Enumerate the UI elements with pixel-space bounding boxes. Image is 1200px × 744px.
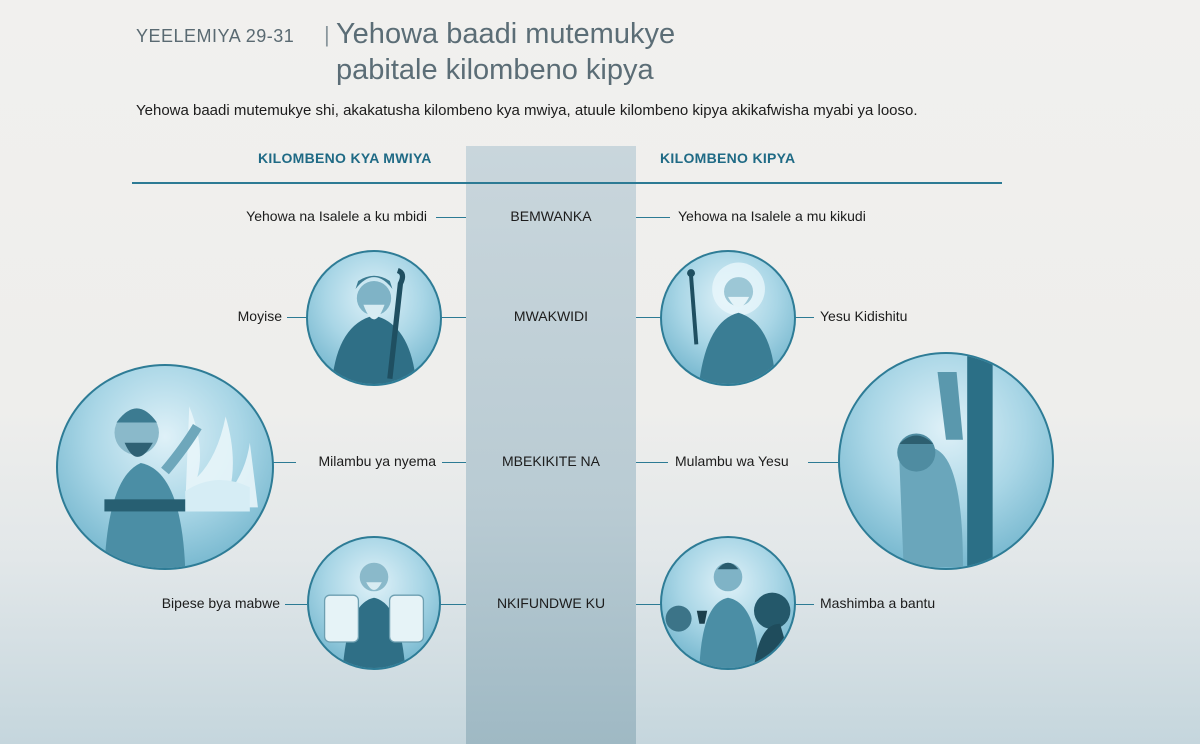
hearts-of-people-illustration [660,536,796,670]
row1-right-connector [636,217,670,218]
row2-center-label: MWAKWIDI [513,308,589,324]
row3-right-connector-b [808,462,838,463]
scripture-reference: YEELEMIYA 29-31 [136,26,295,46]
row3-center-label: MBEKIKITE NA [501,453,601,469]
intro-text: Yehowa baadi mutemukye shi, akakatusha kilombeno kya mwiya, atuule kilombeno kipya akikafwisha myabi ya looso. [136,102,918,119]
row4-left-connector-a [285,604,307,605]
stone-tablets-illustration [307,536,441,670]
right-column-heading: KILOMBENO KIPYA [660,150,796,166]
title-separator: | [324,22,330,47]
row2-left-label: Moyise [237,308,282,324]
center-band [466,146,636,744]
row2-right-label: Yesu Kidishitu [820,308,908,324]
row2-right-connector-a [636,317,662,318]
header-divider [132,182,1002,184]
moses-illustration [306,250,442,386]
row3-left-connector-a [272,462,296,463]
animal-sacrifice-illustration [56,364,274,570]
title-line-2: pabitale kilombeno kipya [336,54,654,86]
row2-right-connector-b [794,317,814,318]
row4-right-connector-b [794,604,814,605]
row3-left-label: Milambu ya nyema [318,453,436,469]
row4-right-label: Mashimba a bantu [820,595,936,611]
title-line-1: Yehowa baadi mutemukye [336,18,676,50]
row1-center-label: BEMWANKA [510,208,592,224]
row4-left-label: Bipese bya mabwe [161,595,280,611]
row1-right-label: Yehowa na Isalele a mu kikudi [678,208,866,224]
row1-left-connector [436,217,466,218]
left-column-heading: KILOMBENO KYA MWIYA [258,150,432,166]
row2-left-connector-a [287,317,307,318]
row3-right-label: Mulambu wa Yesu [675,453,789,469]
row2-left-connector-b [440,317,466,318]
row3-right-connector-a [636,462,668,463]
jesus-christ-illustration [660,250,796,386]
row3-left-connector-b [442,462,466,463]
page-title [336,16,675,88]
sacrifice-of-jesus-illustration [838,352,1054,570]
row4-right-connector-a [636,604,662,605]
row4-left-connector-b [440,604,466,605]
row1-left-label: Yehowa na Isalele a ku mbidi [246,208,427,224]
row4-center-label: NKIFUNDWE KU [496,595,606,611]
